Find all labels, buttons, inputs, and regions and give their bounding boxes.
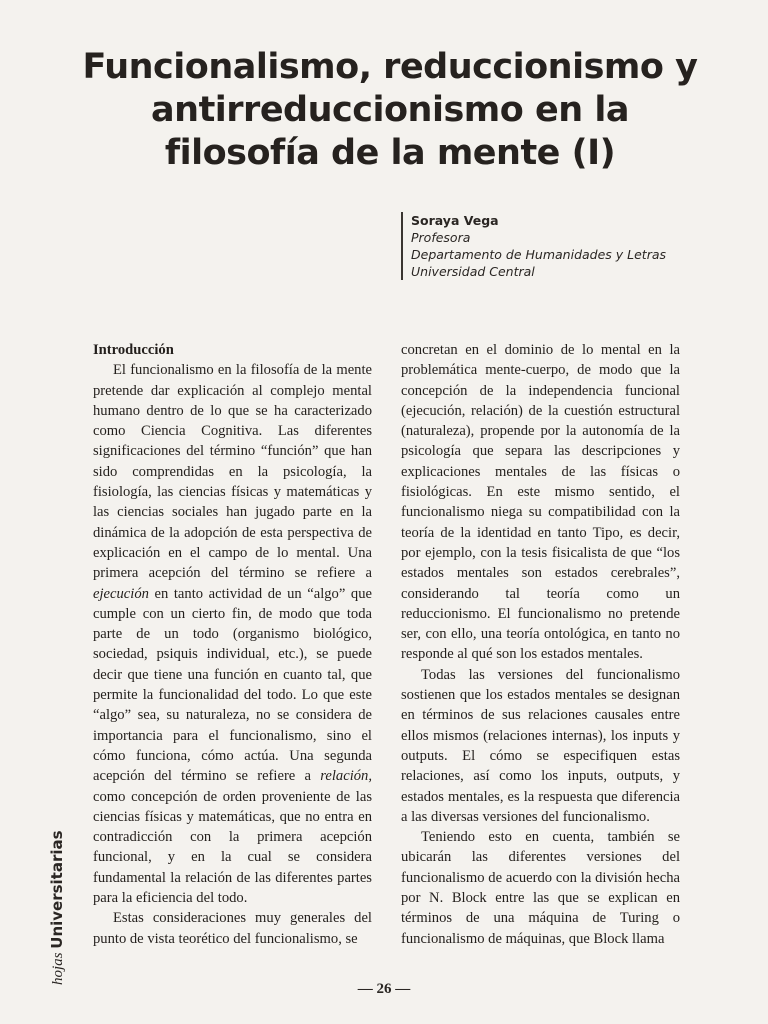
intro-text-c: como concepción de orden proveniente de las ciencias físicas y matemáticas, que no entra en contradicción con la primera acepción funcional, y en la cual se considera fundamental la relación de las diferentes partes para la eficiencia del todo. [93, 788, 372, 907]
journal-label-part1: hojas [50, 952, 66, 985]
emphasis-relacion: relación, [320, 768, 372, 785]
body-paragraph-1: concretan en el dominio de lo mental en la problemática mente-cuerpo, de modo que la concepción de la independencia funcional (ejecución, relación) de la cuestión estructural (naturaleza), propende por la autonomía de la psicología que separa las descripciones y explicaciones mentales de las físicas o fisiológicas. En este mismo sentido, el funcionalismo niega su compatibilidad con la teoría de la identidad en tanto Tipo, es decir, por ejemplo, con la tesis fisicalista de que “los estados mentales son estados cerebrales”, considerando tal teoría como un reduccionismo. El funcionalismo no pretende ser, con ello, una teoría ontológica, en tanto no responde al qué son los estados mentales. [401, 342, 680, 663]
body-paragraph-2: Todas las versiones del funcionalismo sostienen que los estados mentales se designan en términos de sus relaciones causales entre ellos mismos (relaciones internas), los inputs y outputs. El cómo se especifiquen estas relaciones, así como los inputs, outputs, y estados mentales, es la respuesta que diferencia a las diversas versiones del funcionalismo. [401, 666, 680, 825]
intro-text-a: El funcionalismo en la filosofía de la mente pretende dar explicación al complejo mental humano dentro de lo que se ha caracterizado como Ciencia Cognitiva. Las diferentes significaciones del término “función” que han sido comprendidas en la psicología, la fisiología, las ciencias físicas y matemáticas y las ciencias sociales han jugado parte en la dinámica de la adopción de esta perspectiva de explicación en el campo de lo mental. Una primera acepción del término se refiere a [93, 362, 372, 582]
author-role: Profesora [411, 230, 471, 245]
right-column [401, 340, 680, 949]
intro-text-b: en tanto actividad de un “algo” que cumple con un cierto fin, de modo que toda parte de un todo (organismo biológico, sociedad, psiquis individual, etc.), se puede decir que tiene una función en cuanto tal, que permite la funcionalidad del todo. Lo que este “algo” sea, su naturaleza, no se considera de importancia para el funcionalismo, sino el cómo funciona, cómo actúa. Una segunda acepción del término se refiere a [93, 585, 372, 785]
author-block [401, 212, 666, 280]
body-paragraph-3: Teniendo esto en cuenta, también se ubicarán las diferentes versiones del funcionalismo de acuerdo con la división hecha por N. Block entre las que se explican en términos de una máquina de Turing o funcionalismo de máquinas, que Block llama [401, 829, 680, 947]
title-line-3: filosofía de la mente (I) [164, 133, 616, 173]
journal-side-label [48, 830, 67, 985]
left-column [93, 340, 372, 949]
section-heading: Introducción [93, 342, 174, 358]
page-number: — 26 — [357, 981, 411, 997]
author-name: Soraya Vega [411, 213, 499, 228]
title-line-2: antirreduccionismo en la [151, 90, 629, 130]
title-line-1: Funcionalismo, reduccionismo y [82, 47, 698, 87]
intro-paragraph-1 [93, 360, 372, 908]
journal-label-part2: Universitarias [48, 830, 66, 949]
emphasis-ejecucion: ejecución [93, 585, 149, 602]
intro-paragraph-2: Estas consideraciones muy generales del punto de vista teorético del funcionalismo, se [93, 910, 372, 947]
author-department: Departamento de Humanidades y Letras [411, 247, 667, 262]
author-university: Universidad Central [411, 264, 535, 279]
article-title [60, 46, 720, 175]
